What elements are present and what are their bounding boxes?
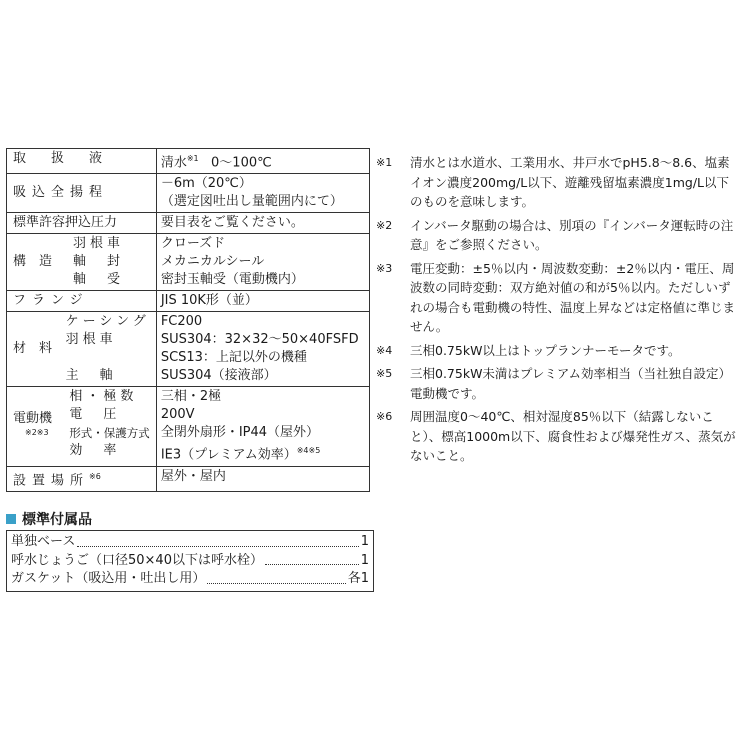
suction-value2: （選定図吐出し量範囲内にて）	[160, 194, 343, 210]
fluid-value: 清水	[160, 155, 187, 171]
motor-value-1: 三相・2極	[160, 389, 222, 405]
spec-table	[6, 148, 370, 492]
suction-value-cell	[156, 174, 369, 213]
structure-value-1: クローズド	[160, 236, 226, 252]
leader-dots	[77, 533, 358, 547]
material-sub-3	[66, 349, 150, 367]
structure-sub-3: 軸 受	[73, 272, 125, 288]
note-item	[376, 216, 738, 255]
accessory-name: 呼水じょうご（口径50×40以下は呼水栓）	[11, 552, 263, 568]
material-sub-4: 主 軸	[65, 368, 117, 384]
material-sub-2: 羽根車	[65, 332, 117, 348]
note-mark: ※2	[376, 218, 393, 232]
flange-label: フランジ	[7, 291, 157, 312]
spec-row-material	[7, 312, 370, 387]
accessory-qty: 1	[360, 552, 369, 568]
note-item	[376, 153, 738, 212]
note-mark: ※6	[376, 410, 393, 423]
structure-sub-2: 軸 封	[73, 254, 125, 270]
material-value-3: SCS13：上記以外の機種	[160, 350, 307, 366]
spec-row-fluid	[7, 149, 370, 174]
motor-value-cell	[156, 387, 369, 466]
note-text: 電圧変動：±5％以内・周波数変動：±2％以内・電圧、周波数の同時変動：双方絶対値の和が5％以内。ただしいずれの場合も電動機の特性、温度上昇などは定格値に準じません。	[410, 260, 736, 334]
list-item	[11, 533, 369, 552]
accessory-qty: 1	[360, 534, 369, 549]
suction-value1: －6m（20℃）	[160, 176, 252, 192]
structure-value-2: メカニカルシール	[160, 254, 265, 270]
spec-row-structure	[7, 234, 370, 291]
note-text: 周囲温度0～40℃、相対湿度85％以下（結露しないこと）、標高1000m以下、腐食性および爆発性ガス、蒸気がないこと。	[410, 409, 736, 463]
list-item	[11, 570, 369, 589]
accessory-name: 単独ベース	[11, 534, 76, 549]
material-value-4: SUS304（接液部）	[160, 368, 277, 384]
structure-sub-1: 羽根車	[73, 236, 125, 252]
motor-sub-2: 電 圧	[69, 407, 121, 423]
material-sub-1: ケーシング	[65, 314, 150, 330]
structure-label: 構 造	[13, 254, 53, 270]
spec-row-motor	[7, 387, 370, 466]
note-item	[376, 364, 738, 403]
spec-row-suction	[7, 174, 370, 213]
square-bullet-icon	[6, 514, 16, 524]
note-item	[376, 407, 738, 466]
material-label-cell	[7, 312, 157, 387]
location-value: 屋外・屋内	[156, 466, 369, 491]
accessories-list	[6, 530, 374, 592]
note-mark: ※1	[376, 156, 393, 169]
note-mark: ※3	[376, 261, 393, 275]
location-label-cell	[7, 466, 157, 491]
structure-label-cell	[7, 234, 157, 291]
motor-value-3: 全閉外扇形・IP44（屋外）	[160, 425, 320, 441]
spec-row-location	[7, 466, 370, 491]
flange-value: JIS 10K形（並）	[156, 291, 369, 312]
accessories-heading	[6, 509, 92, 529]
leader-dots	[265, 552, 359, 566]
material-value-cell	[156, 312, 369, 387]
spec-row-flange	[7, 291, 370, 312]
leader-dots	[207, 570, 345, 584]
fluid-value-cell	[156, 149, 369, 174]
note-text: インバータ駆動の場合は、別項の『インバータ運転時の注意』をご参照ください。	[410, 217, 734, 252]
material-value-1: FC200	[160, 314, 203, 330]
motor-value-4-wrap	[161, 442, 365, 464]
structure-value-3: 密封玉軸受（電動機内）	[160, 272, 304, 288]
location-note: ※6	[89, 471, 101, 481]
accessory-name: ガスケット（吸込用・吐出し用）	[11, 571, 206, 586]
fluid-note: ※1	[186, 154, 199, 163]
motor-sub-1: 相・極数	[69, 389, 138, 405]
note-text: 三相0.75kW以上はトップランナーモータです。	[410, 342, 681, 358]
note-mark: ※4	[376, 343, 393, 357]
motor-sub-3: 形式・保護方式	[69, 426, 150, 441]
fluid-label: 取 扱 液	[7, 149, 157, 174]
motor-label: 電動機	[13, 411, 53, 427]
motor-note: ※2※3	[25, 428, 49, 438]
note-text: 三相0.75kW未満はプレミアム効率相当（当社独自設定）電動機です。	[410, 366, 732, 401]
note-item	[376, 341, 738, 361]
suction-label: 吸込全揚程	[7, 174, 157, 213]
motor-sub-4: 効 率	[69, 443, 121, 459]
material-label: 材 料	[13, 341, 53, 357]
motor-label-group	[13, 388, 69, 460]
fluid-temp: 0～100℃	[211, 155, 272, 171]
motor-label-cell	[7, 387, 157, 466]
note-text: 清水とは水道水、工業用水、井戸水でpH5.8～8.6、塩素イオン濃度200mg/L以下、遊離残留塩素濃度1mg/L以下のものを意味します。	[410, 155, 730, 209]
list-item	[11, 552, 369, 571]
pressure-value: 要目表をご覧ください。	[156, 213, 369, 234]
motor-value-4: IE3（プレミアム効率）	[160, 447, 297, 463]
pressure-label: 標準許容押込圧力	[7, 213, 157, 234]
motor-value-2: 200V	[160, 407, 195, 423]
note-item	[376, 259, 738, 337]
accessory-qty: 各1	[347, 571, 369, 586]
notes	[376, 153, 738, 470]
spec-row-pressure	[7, 213, 370, 234]
accessories-title: 標準付属品	[22, 512, 92, 528]
location-label: 設置場所	[13, 472, 90, 488]
note-mark: ※5	[376, 367, 393, 380]
material-value-2: SUS304：32×32～50×40FSFD	[160, 332, 359, 348]
motor-eff-note: ※4※5	[296, 446, 321, 456]
structure-value-cell	[156, 234, 369, 291]
